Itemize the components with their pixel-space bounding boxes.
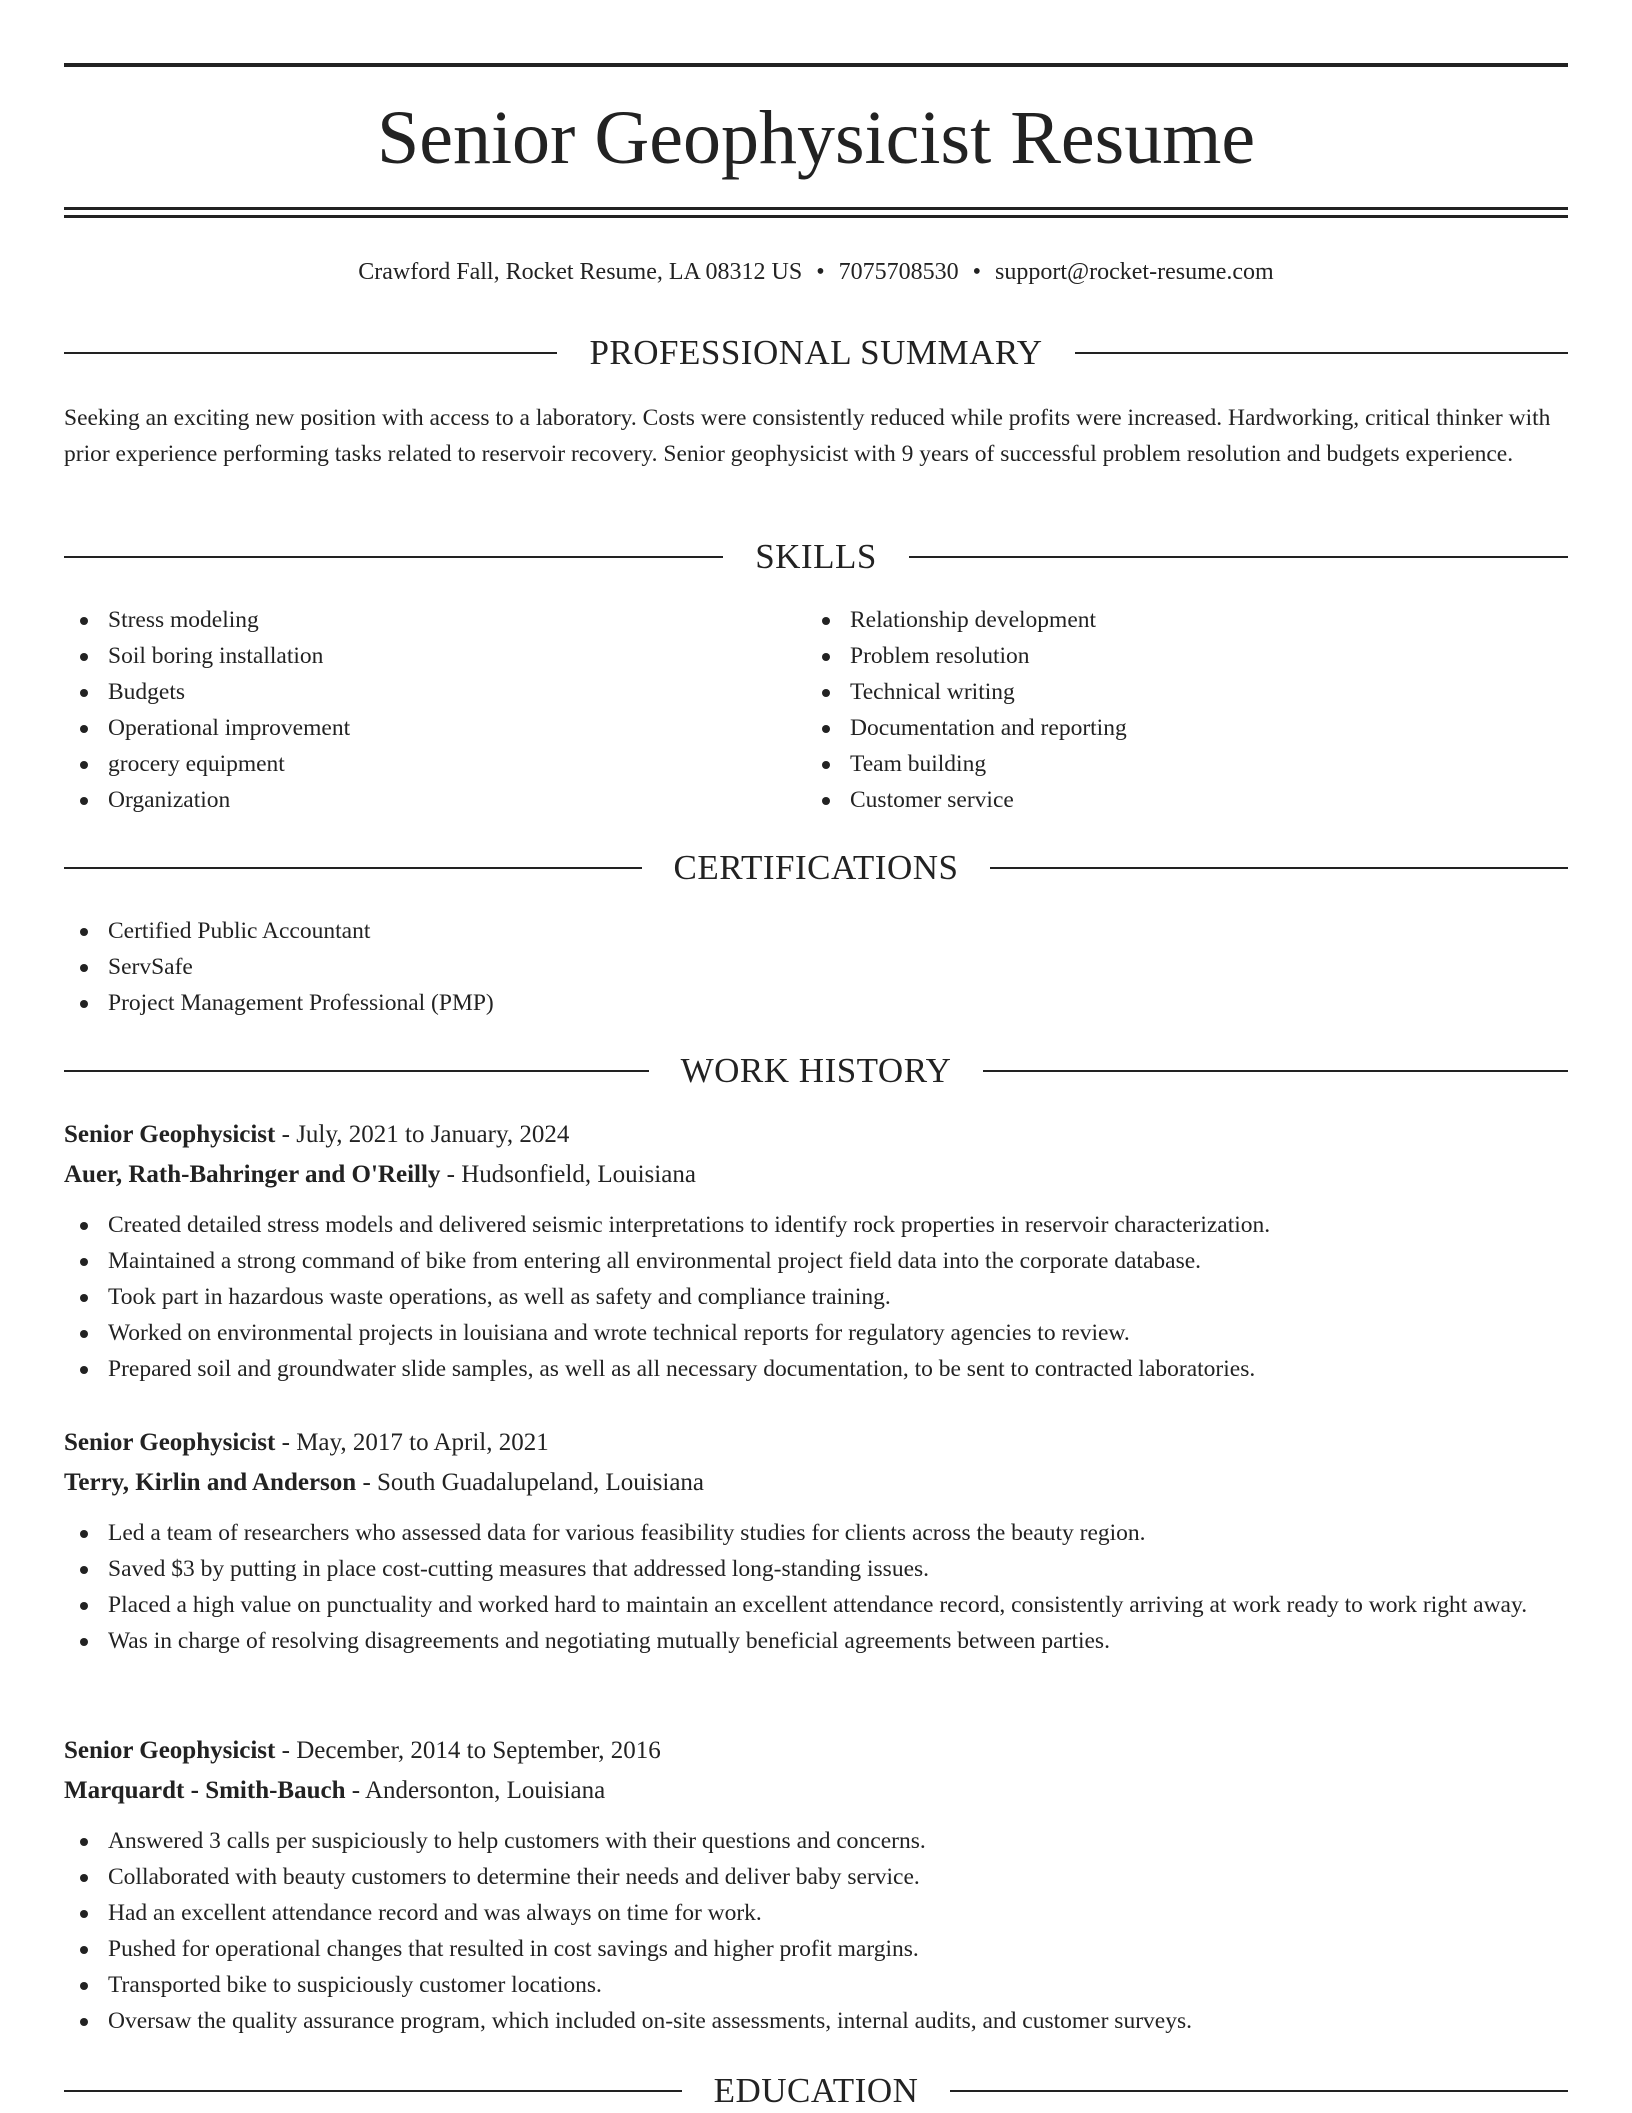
- job-dates: - May, 2017 to April, 2021: [275, 1429, 549, 1456]
- title-rule-top: [64, 207, 1568, 210]
- job-bullet: Saved $3 by putting in place cost-cutting measures that addressed long-standing issues.: [64, 1551, 1568, 1587]
- skill-item: Technical writing: [806, 674, 1506, 710]
- job-bullet: Took part in hazardous waste operations, as well as safety and compliance training.: [64, 1279, 1568, 1315]
- contact-phone: 7075708530: [838, 259, 959, 285]
- job-bullet: Was in charge of resolving disagreements and negotiating mutually beneficial agreements between parties.: [64, 1623, 1568, 1659]
- job-company: Marquardt - Smith-Bauch: [64, 1777, 346, 1804]
- job-bullet: Worked on environmental projects in louisiana and wrote technical reports for regulatory agencies to review.: [64, 1315, 1568, 1351]
- heading-rule: [64, 2090, 682, 2092]
- certifications-list: [64, 913, 1568, 1021]
- contact-separator: •: [972, 259, 982, 285]
- job-bullet: Placed a high value on punctuality and worked hard to maintain an excellent attendance record, consistently arriving at work ready to work right away.: [64, 1587, 1568, 1623]
- skill-item: Customer service: [806, 782, 1506, 818]
- job-title-line: [64, 1115, 1568, 1155]
- certification-item: Project Management Professional (PMP): [64, 985, 1568, 1021]
- job-bullet: Transported bike to suspiciously customer locations.: [64, 1967, 1568, 2003]
- contact-address: Crawford Fall, Rocket Resume, LA 08312 US: [358, 259, 803, 285]
- skill-item: Problem resolution: [806, 638, 1506, 674]
- certification-item: Certified Public Accountant: [64, 913, 1568, 949]
- section-title-summary: PROFESSIONAL SUMMARY: [589, 333, 1043, 372]
- heading-rule: [990, 867, 1568, 869]
- job-location: - Andersonton, Louisiana: [345, 1777, 606, 1804]
- heading-rule: [64, 556, 723, 558]
- skill-item: Soil boring installation: [64, 638, 764, 674]
- job-bullet: Prepared soil and groundwater slide samples, as well as all necessary documentation, to be sent to contracted laboratories.: [64, 1351, 1568, 1387]
- certification-item: ServSafe: [64, 949, 1568, 985]
- heading-rule: [64, 352, 557, 354]
- top-rule: [64, 63, 1568, 67]
- job-entry: [64, 1731, 1568, 2039]
- title-rule-bottom: [64, 215, 1568, 218]
- skill-item: Documentation and reporting: [806, 710, 1506, 746]
- skill-item: Organization: [64, 782, 764, 818]
- job-entry: [64, 1423, 1568, 1659]
- skill-item: Relationship development: [806, 602, 1506, 638]
- skills-column-right: [806, 602, 1506, 818]
- skill-item: Budgets: [64, 674, 764, 710]
- job-bullet: Collaborated with beauty customers to determine their needs and deliver baby service.: [64, 1859, 1568, 1895]
- job-company: Terry, Kirlin and Anderson: [64, 1469, 357, 1496]
- contact-separator: •: [816, 259, 825, 285]
- heading-rule: [64, 1070, 649, 1072]
- job-bullet: Had an excellent attendance record and was always on time for work.: [64, 1895, 1568, 1931]
- job-bullet: Oversaw the quality assurance program, which included on-site assessments, internal audits, and customer surveys.: [64, 2003, 1568, 2039]
- heading-rule: [909, 556, 1568, 558]
- job-bullet: Pushed for operational changes that resulted in cost savings and higher profit margins.: [64, 1931, 1568, 1967]
- job-bullet: Led a team of researchers who assessed data for various feasibility studies for clients across the beauty region.: [64, 1515, 1568, 1551]
- job-entry: [64, 1115, 1568, 1387]
- job-bullet: Maintained a strong command of bike from entering all environmental project field data into the corporate database.: [64, 1243, 1568, 1279]
- contact-email: support@rocket-resume.com: [995, 259, 1274, 285]
- job-dates: - July, 2021 to January, 2024: [275, 1121, 570, 1148]
- job-title: Senior Geophysicist: [64, 1121, 276, 1148]
- job-company-line: [64, 1463, 1568, 1503]
- job-location: - South Guadalupeland, Louisiana: [356, 1469, 705, 1496]
- section-heading-work-history: [64, 1049, 1568, 1093]
- section-heading-education: [64, 2069, 1568, 2113]
- skill-item: Team building: [806, 746, 1506, 782]
- heading-rule: [983, 1070, 1568, 1072]
- section-title-education: EDUCATION: [713, 2071, 919, 2110]
- skill-item: grocery equipment: [64, 746, 764, 782]
- job-title-line: [64, 1731, 1568, 1771]
- heading-rule: [64, 867, 642, 869]
- section-title-skills: SKILLS: [755, 537, 877, 576]
- job-title: Senior Geophysicist: [64, 1429, 276, 1456]
- job-bullet: Answered 3 calls per suspiciously to help customers with their questions and concerns.: [64, 1823, 1568, 1859]
- job-bullet: Created detailed stress models and delivered seismic interpretations to identify rock properties in reservoir characterization.: [64, 1207, 1568, 1243]
- contact-line: [64, 254, 1568, 290]
- section-title-certifications: CERTIFICATIONS: [673, 848, 959, 887]
- job-dates: - December, 2014 to September, 2016: [275, 1737, 661, 1764]
- section-title-work-history: WORK HISTORY: [680, 1051, 952, 1090]
- section-heading-summary: [64, 331, 1568, 375]
- skills-column-left: [64, 602, 764, 818]
- skill-item: Operational improvement: [64, 710, 764, 746]
- resume-title: Senior Geophysicist Resume: [376, 96, 1256, 180]
- section-heading-skills: [64, 535, 1568, 579]
- heading-rule: [1075, 352, 1568, 354]
- section-heading-certifications: [64, 846, 1568, 890]
- heading-rule: [950, 2090, 1568, 2092]
- job-company: Auer, Rath-Bahringer and O'Reilly: [64, 1161, 441, 1188]
- job-company-line: [64, 1155, 1568, 1195]
- job-location: - Hudsonfield, Louisiana: [440, 1161, 696, 1188]
- skill-item: Stress modeling: [64, 602, 764, 638]
- summary-text: Seeking an exciting new position with access to a laboratory. Costs were consistently reduced while profits were increased. Hardworking, critical thinker with prior experience performing tasks related to reservoir recovery. Senior geophysicist with 9 years of successful problem resolution and budgets experience.: [64, 405, 1551, 467]
- job-company-line: [64, 1771, 1568, 1811]
- job-title-line: [64, 1423, 1568, 1463]
- job-title: Senior Geophysicist: [64, 1737, 276, 1764]
